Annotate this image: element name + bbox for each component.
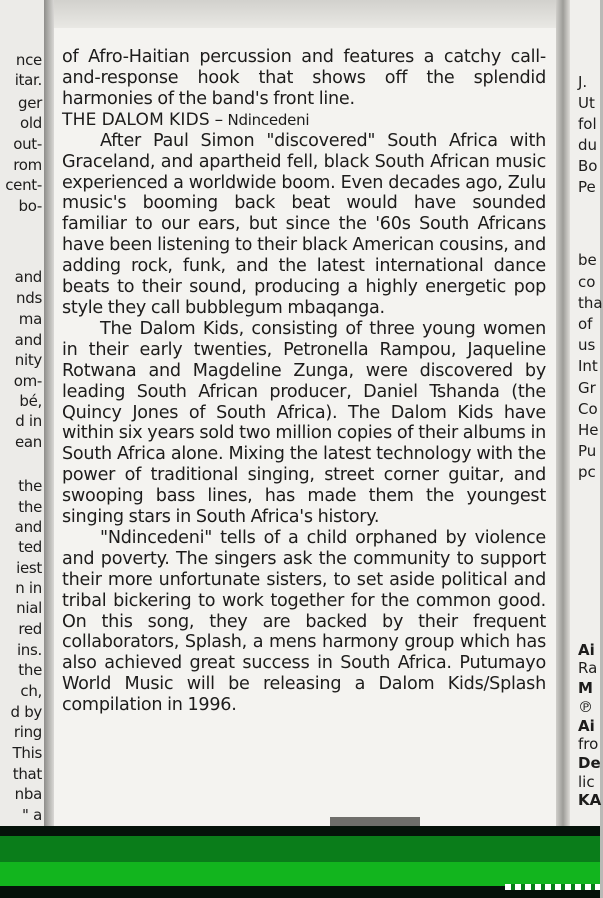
left-column-fragment: nba [14, 785, 42, 803]
left-column-fragment: ger [17, 94, 42, 112]
left-column-fragment: bo- [18, 197, 42, 215]
right-column-fragment: fol [578, 115, 597, 133]
right-column-fragment: Int [578, 357, 598, 375]
right-column-fragment: KA [578, 791, 602, 809]
left-column-fragment: nity [14, 351, 42, 369]
right-column-fragment: J. [578, 73, 588, 91]
right-column-fragment: us [578, 336, 596, 354]
left-column-fragment: ted [18, 538, 42, 556]
right-column-fragment: Bo [578, 157, 598, 175]
page-top-edge [54, 0, 556, 28]
left-column-fragment: ring [13, 723, 42, 741]
corrupted-band-green-bottom [0, 862, 600, 886]
right-column-fragment: ℗ [578, 698, 593, 716]
right-column-fragment: M [578, 679, 593, 697]
heading-separator: – [214, 109, 223, 130]
left-column-fragment: " a [22, 806, 42, 824]
right-column-fragment: Pe [578, 178, 596, 196]
right-column-fragment: Co [578, 400, 598, 418]
left-column-fragment: ma [18, 310, 42, 328]
left-column-fragment: ean [14, 433, 42, 451]
left-column-fragment: that [12, 765, 42, 783]
left-column-fragment: old [20, 114, 42, 132]
right-column-fragment: lic [578, 773, 595, 791]
right-column-fragment: fro [578, 735, 599, 753]
right-page-panel [570, 0, 603, 826]
corrupted-band-green-top [0, 836, 600, 862]
right-column-fragment: du [578, 136, 598, 154]
left-column-fragment: d in [15, 412, 42, 430]
right-column-fragment: tha [578, 294, 603, 312]
body-paragraph-3: "Ndincedeni" tells of a child orphaned by violence and poverty. The singers ask the community to support their more unfortunate sisters, to set aside political and tribal bickering to work together for the common good. On this song, they are backed by their frequent collaborators, Splash, a mens harmony group which has also achieved great success in South Africa. Putumayo World Music will be releasing a Dalom Kids/Splash compilation in 1996. [62, 527, 546, 716]
left-column-fragment: ch, [20, 682, 42, 700]
left-column-fragment: itar. [14, 71, 42, 89]
left-column-fragment: n in [15, 579, 42, 597]
body-paragraph-2: The Dalom Kids, consisting of three young women in their early twenties, Petronella Rampou, Jaqueline Rotwana and Magdeline Zunga, were discovered by leading South African producer, Daniel Tshanda (the Quincy Jones of South Africa). The Dalom Kids have within six years sold two million copies of their albums in South Africa alone. Mixing the latest technology with the power of traditional singing, street corner guitar, and swooping bass lines, has made them the youngest singing stars in South Africa's history. [62, 318, 546, 528]
left-column-fragment: out- [13, 135, 42, 153]
right-column-fragment: Ut [578, 94, 595, 112]
left-column-fragment: iest [16, 559, 42, 577]
left-column-fragment: om- [13, 372, 42, 390]
left-page-panel [0, 0, 44, 826]
left-column-fragment: nce [15, 51, 42, 69]
right-column-fragment: He [578, 421, 599, 439]
left-column-fragment: the [18, 498, 42, 516]
right-column-fragment: Pu [578, 442, 597, 460]
corrupted-band-noise [505, 884, 600, 890]
right-column-fragment: of [578, 315, 593, 333]
right-column-fragment: co [578, 273, 596, 291]
intro-paragraph: of Afro-Haitian percussion and features a catchy call-and-response hook that shows off the splendid harmonies of the band's front line. [62, 47, 546, 109]
left-column-fragment: cent- [5, 176, 42, 194]
left-gutter [44, 0, 54, 826]
left-column-fragment: the [18, 477, 42, 495]
right-column-fragment: Ai [578, 717, 595, 735]
left-column-fragment: bé, [19, 392, 42, 410]
left-column-fragment: nial [16, 599, 42, 617]
song-title: Ndincedeni [227, 110, 310, 129]
artist-name: THE DALOM KIDS [62, 109, 210, 130]
body-paragraph-1: After Paul Simon "discovered" South Africa with Graceland, and apartheid fell, black South African music experienced a worldwide boom. Even decades ago, Zulu music's booming back beat would have sounded familiar to our ears, but since the '60s South Africans have been listening to their black American cousins, and adding rock, funk, and the latest international dance beats to their sound, producing a highly energetic pop style they call bubblegum mbaqanga. [62, 130, 546, 318]
right-column-fragment: Gr [578, 379, 596, 397]
left-column-fragment: nds [16, 289, 42, 307]
left-column-fragment: rom [13, 156, 42, 174]
right-column-fragment: be [578, 251, 597, 269]
article-body [62, 47, 546, 716]
left-column-fragment: and [14, 268, 42, 286]
right-column-fragment: pc [578, 463, 596, 481]
left-column-fragment: the [18, 661, 42, 679]
track-heading [62, 110, 546, 131]
left-column-fragment: This [12, 744, 42, 762]
left-column-fragment: d by [10, 703, 42, 721]
left-column-fragment: and [14, 331, 42, 349]
right-column-fragment: De [578, 754, 601, 772]
right-column-fragment: Ai [578, 641, 595, 659]
left-column-fragment: and [14, 518, 42, 536]
left-column-fragment: ins. [16, 641, 42, 659]
right-gutter [556, 0, 570, 826]
right-column-fragment: Ra [578, 659, 598, 677]
left-column-fragment: red [18, 620, 42, 638]
